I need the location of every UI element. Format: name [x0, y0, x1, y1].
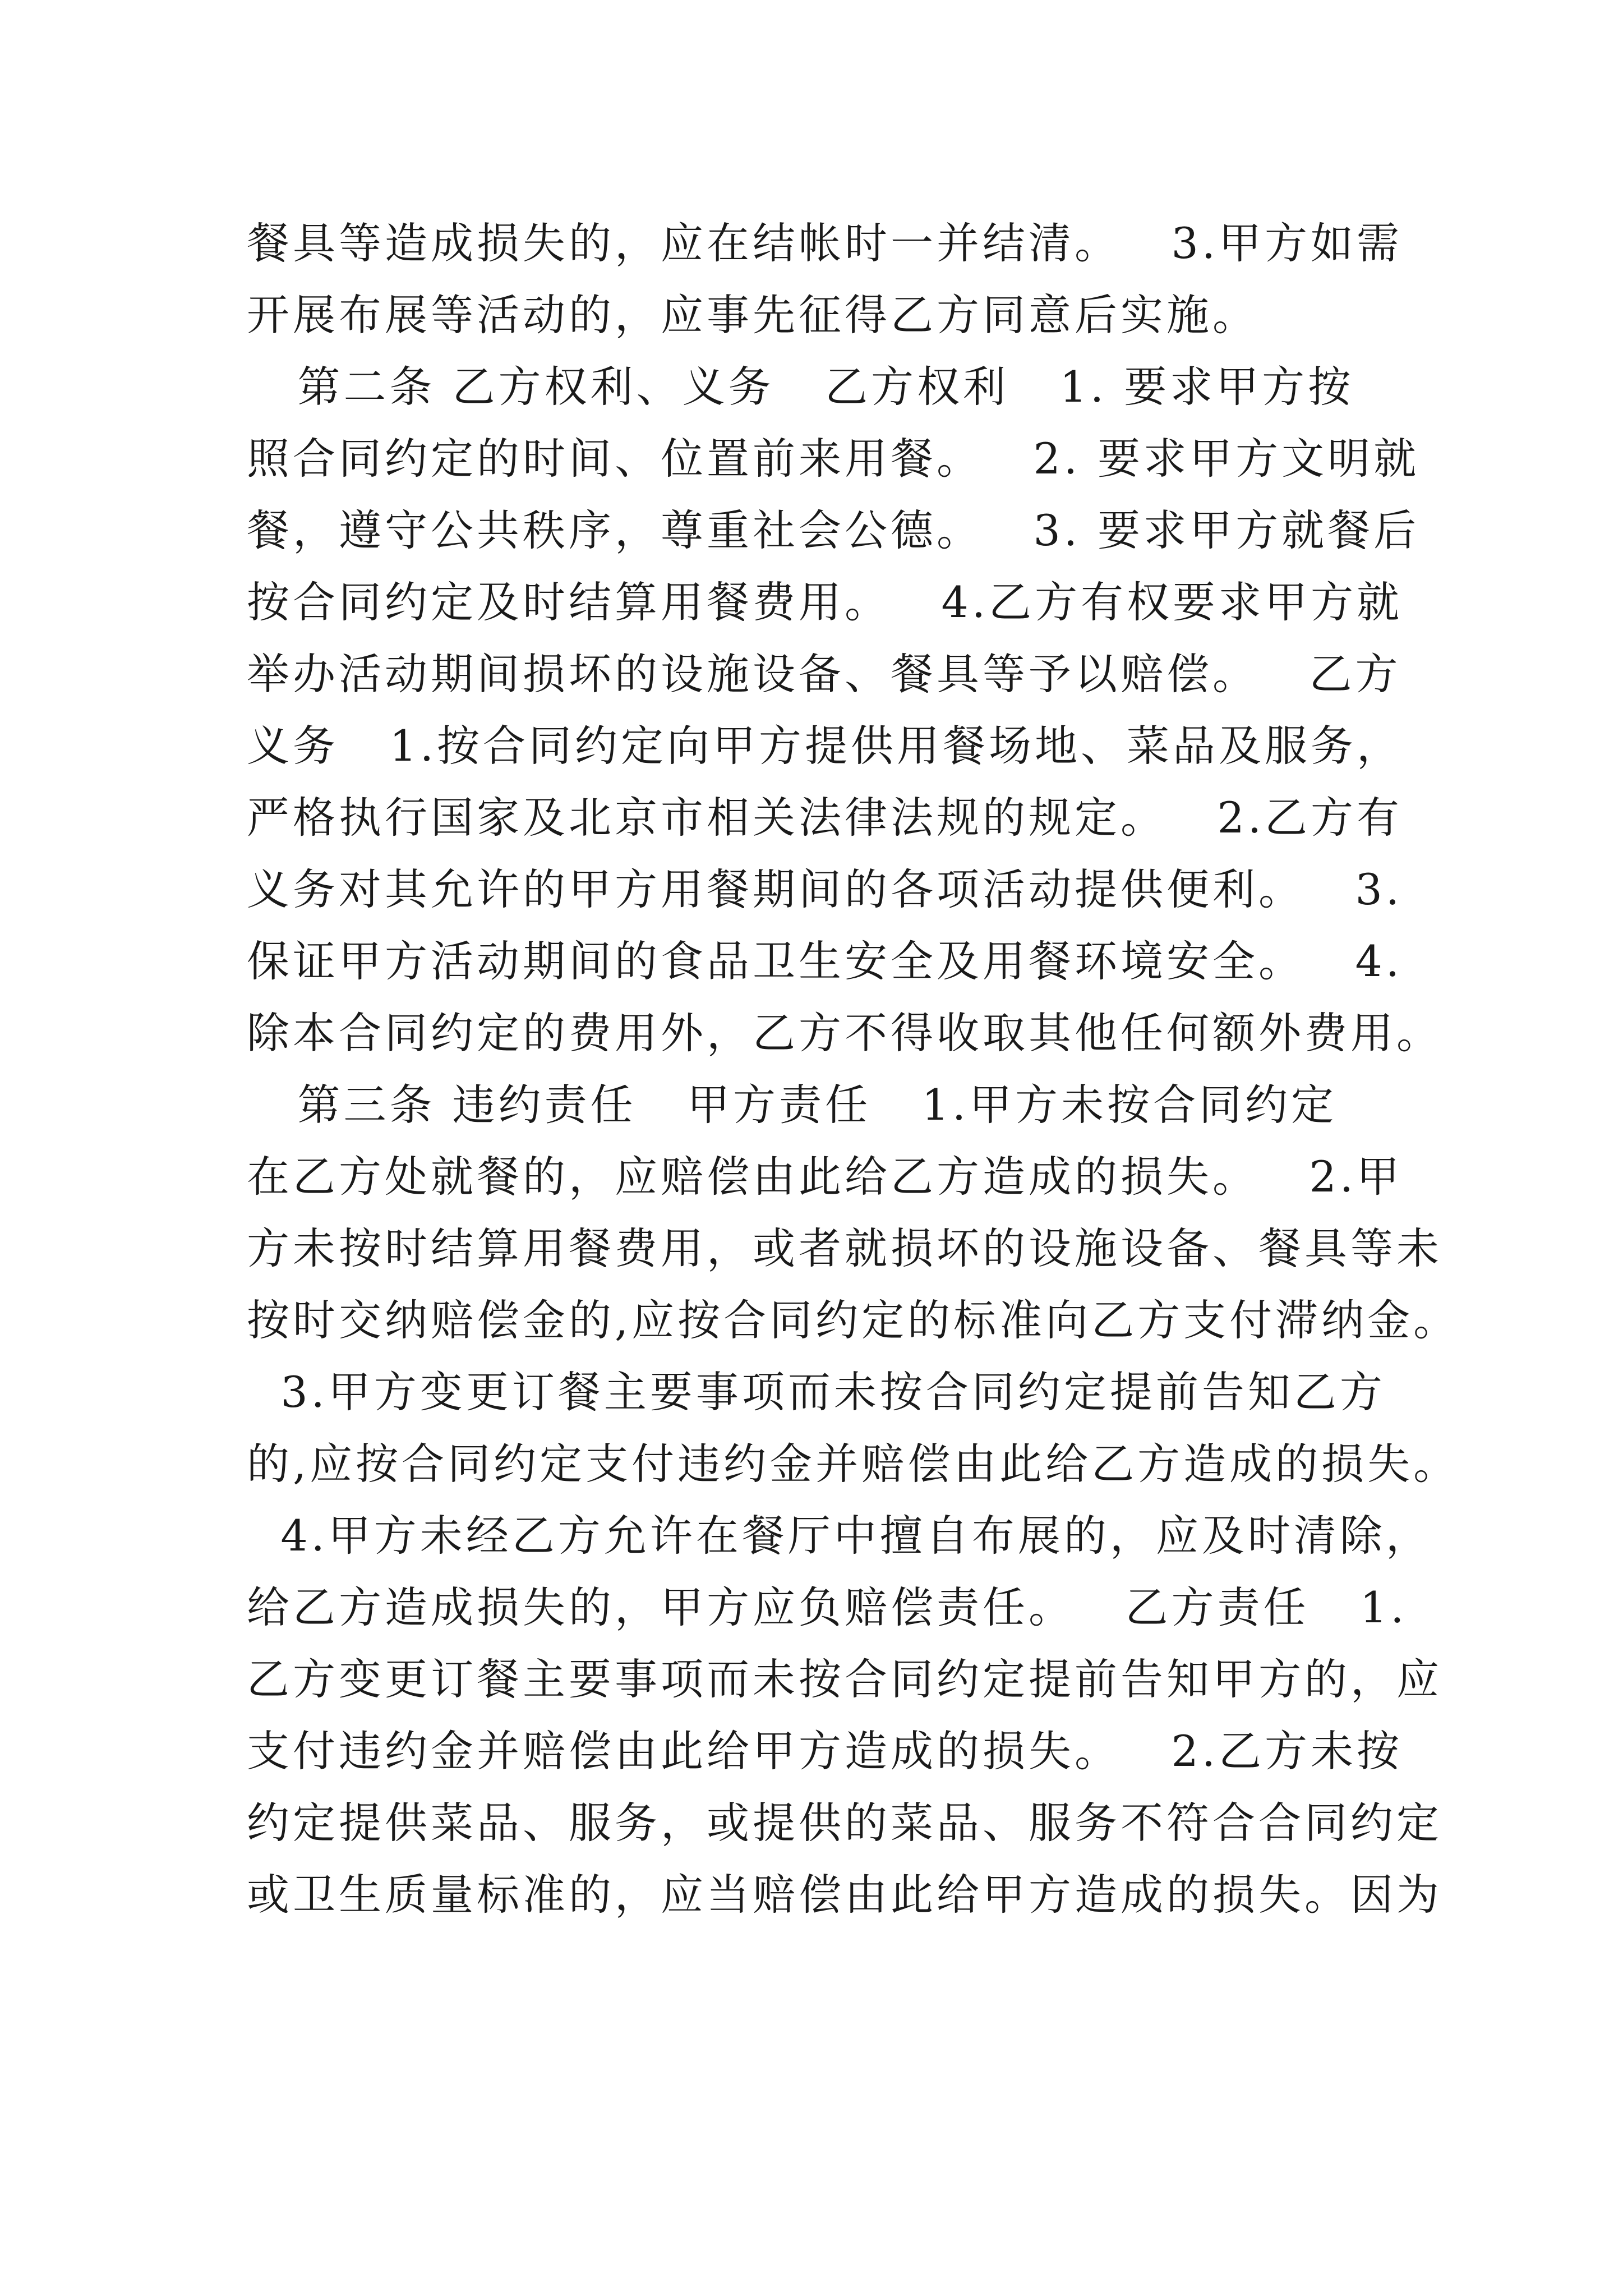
text-line-6: 按合同约定及时结算用餐费用。 4.乙方有权要求甲方就 [247, 577, 1403, 627]
text-line-13: 第三条 违约责任 甲方责任 1.甲方未按合同约定 [247, 1080, 1338, 1130]
text-line-16: 按时交纳赔偿金的,应按合同约定的标准向乙方支付滞纳金。 [247, 1295, 1460, 1345]
text-line-17: 3.甲方变更订餐主要事项而未按合同约定提前告知乙方 [247, 1367, 1386, 1417]
text-line-5: 餐，遵守公共秩序，尊重社会公德。 3. 要求甲方就餐后 [247, 505, 1420, 555]
text-line-8: 义务 1.按合同约定向甲方提供用餐场地、菜品及服务， [247, 721, 1403, 771]
text-line-7: 举办活动期间损坏的设施设备、餐具等予以赔偿。 乙方 [247, 649, 1401, 699]
text-line-14: 在乙方处就餐的，应赔偿由此给乙方造成的损失。 2.甲 [247, 1152, 1403, 1202]
text-line-21: 乙方变更订餐主要事项而未按合同约定提前告知甲方的，应 [247, 1654, 1442, 1704]
text-line-23: 约定提供菜品、服务，或提供的菜品、服务不符合合同约定 [247, 1798, 1442, 1848]
text-line-2: 开展布展等活动的，应事先征得乙方同意后实施。 [247, 290, 1258, 340]
text-line-3: 第二条 乙方权利、义务 乙方权利 1. 要求甲方按 [247, 362, 1354, 412]
text-line-1: 餐具等造成损失的，应在结帐时一并结清。 3.甲方如需 [247, 218, 1403, 268]
text-line-18: 的,应按合同约定支付违约金并赔偿由此给乙方造成的损失。 [247, 1439, 1460, 1489]
contract-body-text [247, 208, 1460, 1931]
text-line-24: 或卫生质量标准的，应当赔偿由此给甲方造成的损失。因为 [247, 1870, 1442, 1920]
text-line-10: 义务对其允许的甲方用餐期间的各项活动提供便利。 3. [247, 864, 1403, 914]
text-line-4: 照合同约定的时间、位置前来用餐。 2. 要求甲方文明就 [247, 434, 1420, 484]
text-line-15: 方未按时结算用餐费用，或者就损坏的设施设备、餐具等未 [247, 1223, 1442, 1273]
text-line-20: 给乙方造成损失的，甲方应负赔偿责任。 乙方责任 1. [247, 1582, 1408, 1632]
text-line-9: 严格执行国家及北京市相关法律法规的规定。 2.乙方有 [247, 793, 1403, 843]
text-line-19: 4.甲方未经乙方允许在餐厅中擅自布展的，应及时清除， [247, 1511, 1432, 1561]
text-line-12: 除本合同约定的费用外，乙方不得收取其他任何额外费用。 [247, 1008, 1442, 1058]
text-line-11: 保证甲方活动期间的食品卫生安全及用餐环境安全。 4. [247, 936, 1403, 986]
text-line-22: 支付违约金并赔偿由此给甲方造成的损失。 2.乙方未按 [247, 1726, 1403, 1776]
